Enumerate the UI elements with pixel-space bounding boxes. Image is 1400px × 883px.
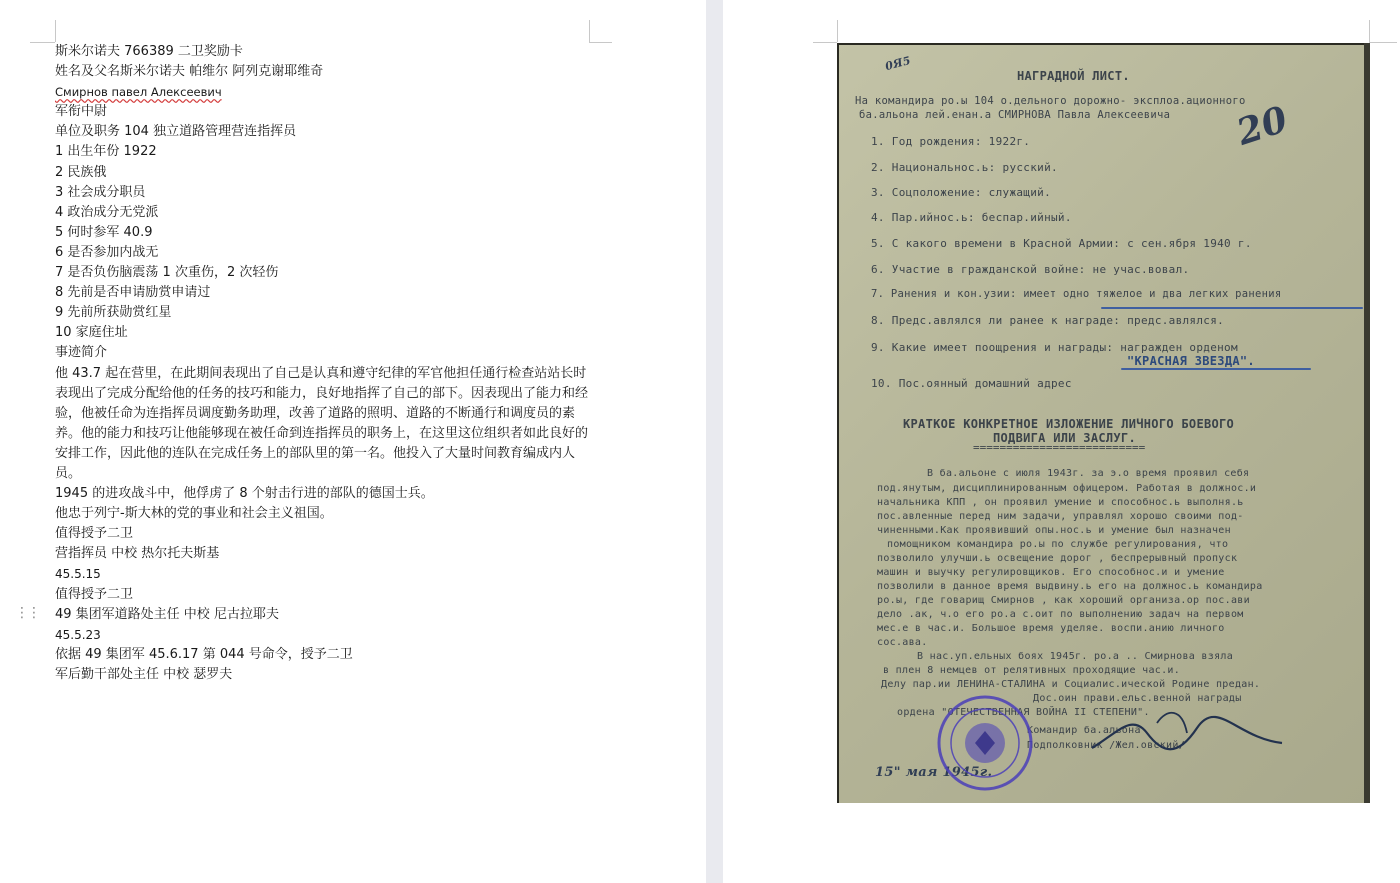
text-line: 军后勤干部处主任 中校 瑟罗夫	[55, 666, 233, 682]
text-line: 单位及职务 104 独立道路管理营连指挥员	[55, 124, 297, 140]
text-line: 49 集团军道路处主任 中校 尼古拉耶夫	[55, 606, 279, 622]
page-gutter	[706, 0, 723, 883]
scan-line: ба.альона лей.енан.а СМИРНОВА Павла Алексеевича	[859, 109, 1171, 121]
text-line: 10 家庭住址	[55, 325, 128, 341]
award-name: "КРАСНАЯ ЗВЕЗДА".	[1127, 354, 1255, 368]
scan-body-line: начальника КПП , он проявил умение и способнос.ь выполня.ь	[877, 497, 1244, 508]
crop-mark	[813, 42, 837, 43]
scan-body-line: в плен 8 немцев от релятивных проходящие час.и.	[883, 665, 1181, 676]
signature-scribble-icon	[1087, 703, 1287, 763]
drag-handle-icon[interactable]: ⋮⋮	[15, 605, 39, 621]
handwritten-number: 20	[1231, 98, 1293, 154]
document-body[interactable]	[55, 42, 595, 685]
text-line: 营指挥员 中校 热尔托夫斯基	[55, 546, 220, 562]
blue-underline	[1101, 307, 1363, 309]
scan-body-line: мес.е в час.и. Большое время уделяе. воспи.анию личного	[877, 623, 1225, 634]
text-line: 值得授予二卫	[55, 586, 134, 602]
crop-mark	[55, 20, 56, 42]
scan-body-line: под.янутым, дисциплинированным офицером. Работая в должнос.и	[877, 483, 1257, 494]
scan-body-line: помощником командира ро.ы по службе регулирования, что	[887, 539, 1229, 550]
scan-body-line: пос.авленные перед ним задачи, управлял хорошо своими под-	[877, 511, 1244, 522]
deeds-paragraph: 他 43.7 起在营里，在此期间表现出了自己是认真和遵守纪律的军官他担任通行检查站站长时表现出了完成分配给他的任务的技巧和能力，良好地指挥了自己的部下。因表现出了能力和经验，他被任命为连指挥员调度勤务助理，改善了道路的照明、道路的不断通行和调度员的素养。他的能力和技巧让他能够现在被任命到连指挥员的职务上，在这里这位组织者如此良好的安排工作，因此他的连队在完成任务上的部队里的第一名。他投入了大量时间教育编成内人员。	[55, 365, 589, 481]
text-line: 事迹简介	[55, 345, 108, 361]
text-line: 值得授予二卫	[55, 526, 134, 542]
scan-body-line: позволили в данное время выдвину.ь его на должнос.ь командира	[877, 581, 1263, 592]
text-line: 依据 49 集团军 45.6.17 第 044 号命令，授予二卫	[55, 646, 353, 662]
scan-body-line: ро.ы, где говарищ Смирнов , как хороший организа.ор пос.ави	[877, 595, 1250, 606]
text-line: 姓名及父名斯米尔诺夫 帕维尔 阿列克谢耶维奇	[55, 64, 324, 80]
corner-note: 0Я5	[883, 53, 913, 74]
scan-body-line: ордена "ОТЕЧЕСТВЕННАЯ ВОЙНА II СТЕПЕНИ".	[897, 707, 1150, 718]
text-line: 1 出生年份 1922	[55, 144, 157, 160]
scan-line: 5. С какого времени в Красной Армии: с сен.ября 1940 г.	[871, 237, 1252, 250]
scan-body-line: чиненными.Как проявивший опы.нос.ь и умение был назначен	[877, 525, 1231, 536]
scan-edge	[1364, 43, 1370, 803]
text-line: 4 政治成分无党派	[55, 204, 159, 220]
summary-heading: КРАТКОЕ КОНКРЕТНОЕ ИЗЛОЖЕНИЕ ЛИЧНОГО БОЕВОГО	[903, 417, 1235, 431]
date-line: 45.5.15	[55, 567, 101, 582]
text-line: 7 是否负伤脑震荡 1 次重伤，2 次轻伤	[55, 265, 279, 281]
scan-body-line: дело .ак, ч.о его ро.а с.оит по выполнению задач на первом	[877, 609, 1244, 620]
text-line: 5 何时参军 40.9	[55, 224, 153, 240]
text-line: 1945 的进攻战斗中，他俘虏了 8 个射击行进的部队的德国士兵。	[55, 486, 434, 502]
crop-mark	[589, 20, 590, 42]
date-line: 45.5.23	[55, 627, 101, 642]
scan-line: 6. Участие в гражданской войне: не учас.вовал.	[871, 263, 1190, 276]
scan-line: 4. Пар.ийнос.ь: беспар.ийный.	[871, 211, 1072, 224]
scan-line: На командира ро.ы 104 о.дельного дорожно- эксплоа.ационного	[855, 95, 1246, 107]
crop-mark	[837, 20, 838, 42]
signature-line: Командир ба.альона	[1027, 725, 1141, 736]
scan-line: 2. Национальнос.ь: русский.	[871, 161, 1058, 174]
crop-mark	[1369, 20, 1370, 42]
text-line: 8 先前是否申请励赏申请过	[55, 285, 211, 301]
scan-body-line: Делу пар.ии ЛЕНИНА-СТАЛИНА и Социалис.ической Родине предан.	[881, 679, 1261, 690]
scan-body-line: В нас.уп.ельных боях 1945г. ро.а .. Смирнова взяла	[917, 651, 1234, 662]
sheet-title: НАГРАДНОЙ ЛИСТ.	[1017, 69, 1130, 83]
scan-line: 8. Предс.авлялся ли ранее к награде: предс.авлялся.	[871, 314, 1225, 327]
heading-rule: ==========================	[973, 441, 1146, 454]
text-line: 军衔中尉	[55, 104, 108, 120]
scan-line: 9. Какие имеет поощрения и награды: награжден орденом	[871, 341, 1238, 354]
blue-underline	[1121, 368, 1311, 370]
scan-line: 7. Ранения и кон.узии: имеет одно тяжелое и два легких ранения	[871, 288, 1282, 300]
text-line: 6 是否参加内战无	[55, 244, 159, 260]
text-line: 他忠于列宁-斯大林的党的事业和社会主义祖国。	[55, 506, 333, 522]
scan-body-line: сос.ава.	[877, 637, 928, 648]
scan-body-line: Дос.оин прави.ельс.венной награды	[1033, 693, 1242, 704]
signature-line: Подполковник /Жел.овский/	[1027, 740, 1186, 751]
scan-line: 3. Соцположение: служащий.	[871, 186, 1051, 199]
text-line: 斯米尔诺夫 766389 二卫奖励卡	[55, 44, 243, 59]
text-line: 9 先前所获勋赏红星	[55, 305, 172, 321]
text-line: 3 社会成分职员	[55, 184, 146, 200]
russian-name-line: Смирнов павел Алексеевич	[55, 85, 222, 100]
official-stamp-icon	[935, 693, 1035, 793]
scan-body-line: машин и выучку регулировщиков. Его способнос.и и умение	[877, 567, 1225, 578]
crop-mark	[1369, 42, 1397, 43]
date-mark: 15" мая 1945г.	[875, 765, 993, 780]
scanned-award-sheet-image[interactable]	[837, 43, 1370, 803]
scan-line: 1. Год рождения: 1922г.	[871, 135, 1031, 148]
crop-mark	[30, 42, 55, 43]
scan-body-line: В ба.альоне с июля 1943г. за э.о время проявил себя	[927, 468, 1250, 479]
text-line: 2 民族俄	[55, 164, 107, 180]
scan-body-line: позволило улучши.ь освещение дорог , беспрерывный пропуск	[877, 553, 1238, 564]
scan-line: 10. Пос.оянный домашний адрес	[871, 377, 1072, 390]
summary-heading: ПОДВИГА ИЛИ ЗАСЛУГ.	[993, 431, 1136, 445]
